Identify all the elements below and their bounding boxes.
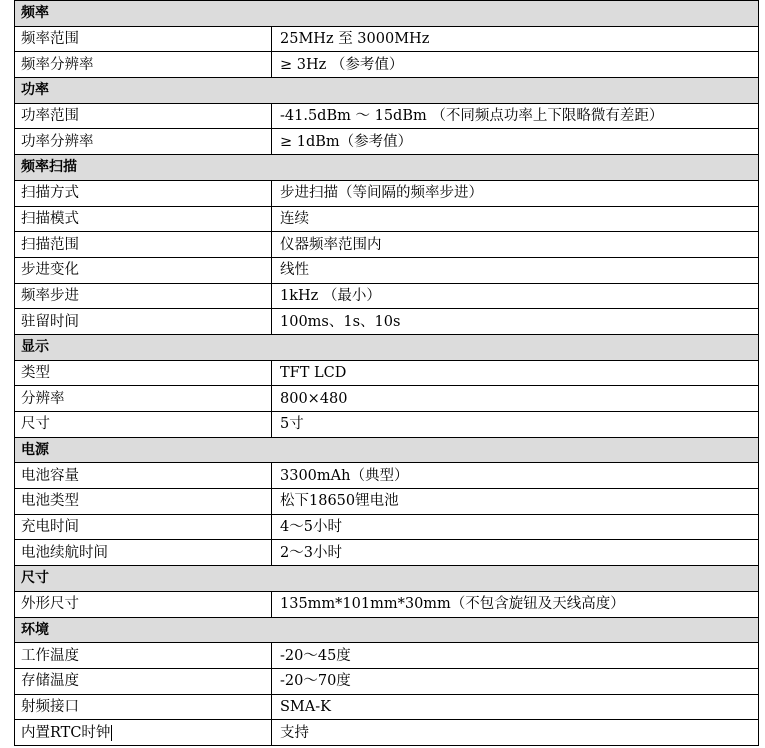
row-label[interactable]: 电池续航时间 [15,540,272,566]
section-header-dimensions [15,566,759,592]
section-title: 功率 [15,78,759,104]
section-title: 尺寸 [15,566,759,592]
table-row [15,463,759,489]
row-value[interactable]: 800×480 [272,386,759,412]
row-label[interactable]: 扫描方式 [15,180,272,206]
spec-table [14,0,759,746]
row-label[interactable]: 驻留时间 [15,309,272,335]
table-row [15,180,759,206]
table-row [15,591,759,617]
table-row [15,412,759,438]
row-label[interactable]: 存储温度 [15,668,272,694]
row-label[interactable]: 射频接口 [15,694,272,720]
row-value[interactable]: ≥ 3Hz （参考值） [272,52,759,78]
section-header-display [15,334,759,360]
section-header-frequency-sweep [15,155,759,181]
row-label[interactable]: 分辨率 [15,386,272,412]
row-label[interactable]: 工作温度 [15,643,272,669]
row-value[interactable]: TFT LCD [272,360,759,386]
row-value[interactable]: -20～45度 [272,643,759,669]
section-header-environment [15,617,759,643]
table-row [15,514,759,540]
table-row [15,489,759,515]
row-label[interactable]: 电池容量 [15,463,272,489]
row-value[interactable]: SMA-K [272,694,759,720]
row-label-with-cursor[interactable] [15,720,272,746]
table-row [15,257,759,283]
table-row [15,540,759,566]
row-label[interactable]: 功率分辨率 [15,129,272,155]
table-row [15,309,759,335]
row-label[interactable]: 功率范围 [15,103,272,129]
row-value[interactable]: 25MHz 至 3000MHz [272,26,759,52]
row-value[interactable]: 4～5小时 [272,514,759,540]
table-row [15,103,759,129]
row-value[interactable]: 135mm*101mm*30mm（不包含旋钮及天线高度） [272,591,759,617]
row-label[interactable]: 尺寸 [15,412,272,438]
table-row [15,360,759,386]
table-row [15,720,759,746]
row-label[interactable]: 频率分辨率 [15,52,272,78]
table-row [15,232,759,258]
row-value[interactable]: 3300mAh（典型） [272,463,759,489]
row-label[interactable]: 类型 [15,360,272,386]
row-value[interactable]: 支持 [272,720,759,746]
row-label[interactable]: 电池类型 [15,489,272,515]
row-value[interactable]: 仪器频率范围内 [272,232,759,258]
table-row [15,386,759,412]
row-value[interactable]: -20～70度 [272,668,759,694]
row-label[interactable]: 内置RTC时钟 [21,724,111,741]
table-row [15,206,759,232]
row-label[interactable]: 充电时间 [15,514,272,540]
section-title: 显示 [15,334,759,360]
row-value[interactable]: 连续 [272,206,759,232]
table-row [15,52,759,78]
table-row [15,694,759,720]
row-value[interactable]: ≥ 1dBm（参考值） [272,129,759,155]
section-title: 电源 [15,437,759,463]
row-value[interactable]: 线性 [272,257,759,283]
row-value[interactable]: 步进扫描（等间隔的频率步进） [272,180,759,206]
table-row [15,283,759,309]
row-value[interactable]: 2～3小时 [272,540,759,566]
row-label[interactable]: 扫描模式 [15,206,272,232]
row-value[interactable]: 1kHz （最小） [272,283,759,309]
section-title: 频率扫描 [15,155,759,181]
text-cursor [111,725,112,741]
row-label[interactable]: 频率步进 [15,283,272,309]
row-value[interactable]: 5寸 [272,412,759,438]
row-value[interactable]: 100ms、1s、10s [272,309,759,335]
row-label[interactable]: 扫描范围 [15,232,272,258]
section-header-power [15,78,759,104]
row-label[interactable]: 步进变化 [15,257,272,283]
row-value[interactable]: 松下18650锂电池 [272,489,759,515]
table-row [15,643,759,669]
section-title: 环境 [15,617,759,643]
section-header-power-supply [15,437,759,463]
section-header-frequency [15,1,759,27]
table-row [15,668,759,694]
row-value[interactable]: -41.5dBm ～ 15dBm （不同频点功率上下限略微有差距） [272,103,759,129]
section-title: 频率 [15,1,759,27]
table-row [15,26,759,52]
row-label[interactable]: 频率范围 [15,26,272,52]
table-row [15,129,759,155]
row-label[interactable]: 外形尺寸 [15,591,272,617]
